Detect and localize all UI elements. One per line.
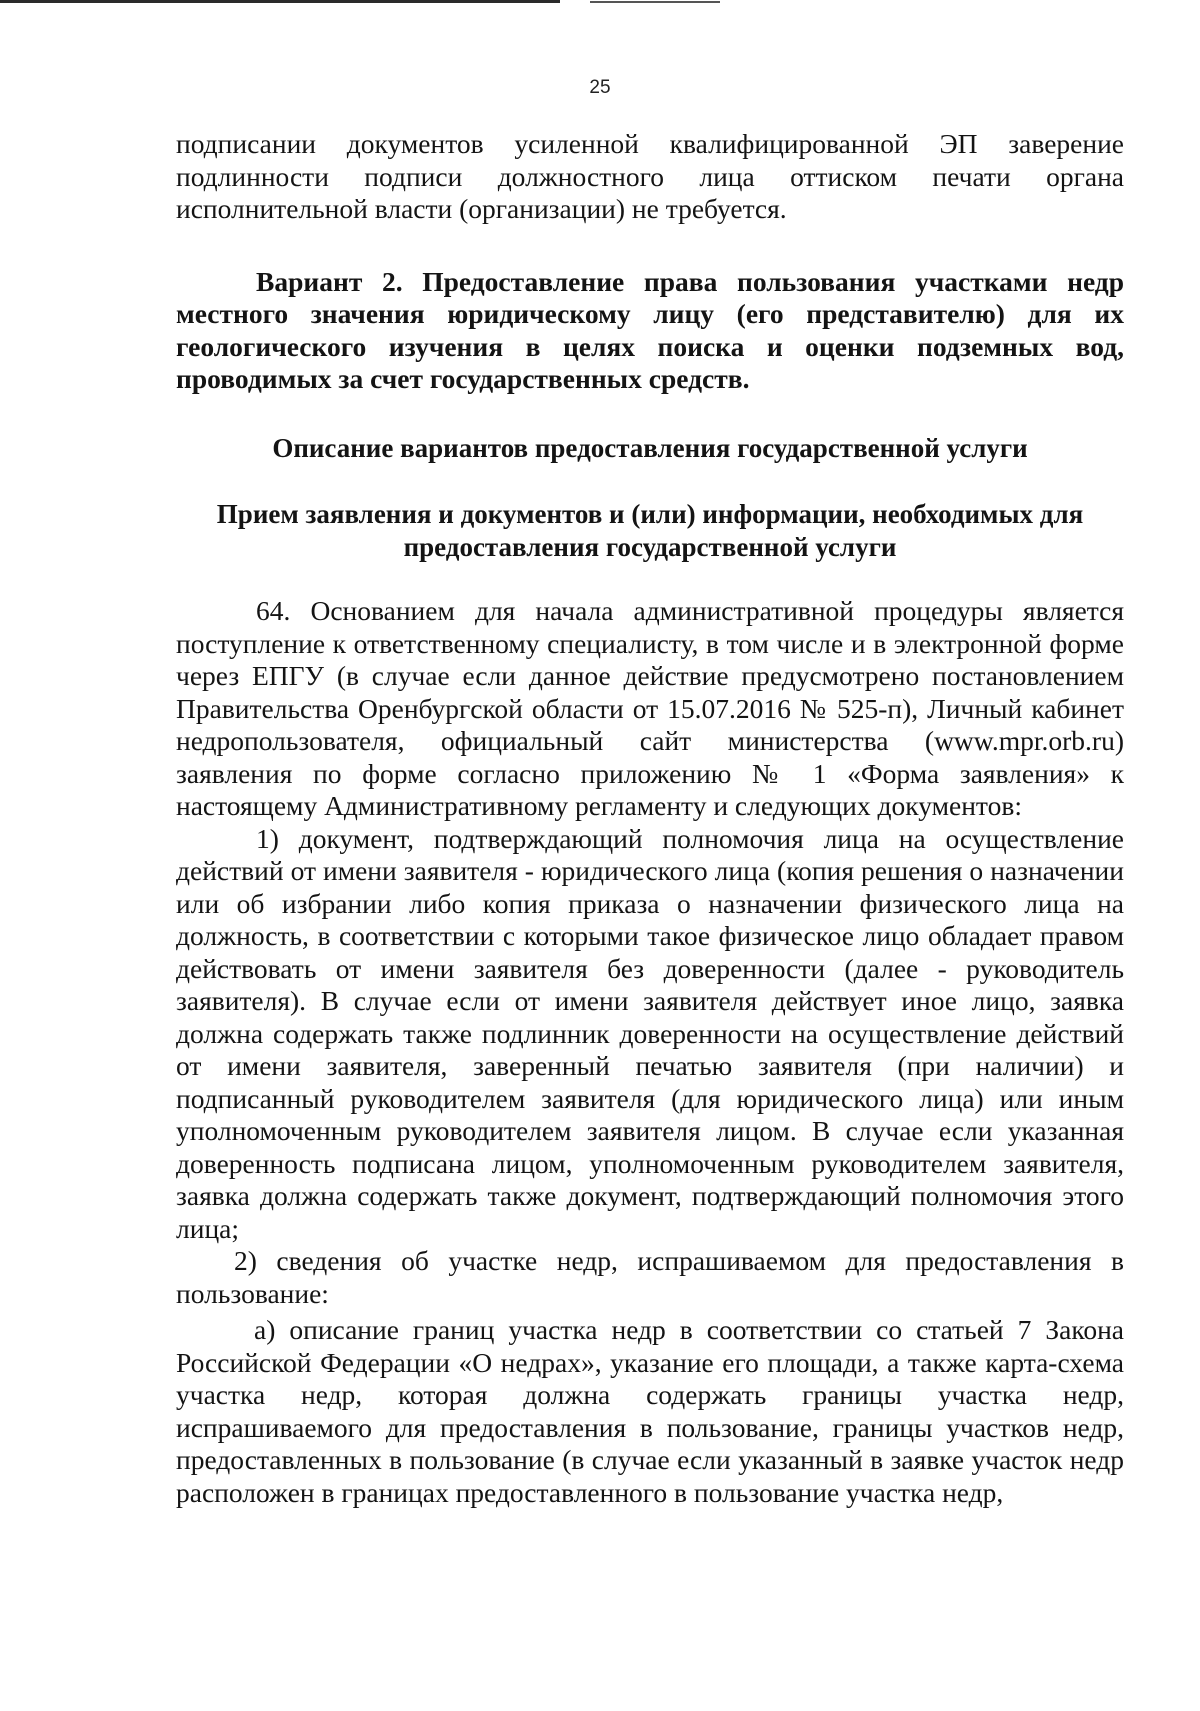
list-item-2a: а) описание границ участка недр в соответствии со статьей 7 Закона Российской Федерации «О недрах», указание его площади, а также карта-схема участка недр, которая должна содержать границы участка недр, испрашиваемого для предоставления в пользование, границы участков недр, предоставленных в пользование (в случае если указанный в заявке участок недр расположен в границах предоставленного в пользование участка недр,	[176, 1314, 1124, 1508]
intro-paragraph: подписании документов усиленной квалифицированной ЭП заверение подлинности подписи должностного лица оттиском печати органа исполнительной власти (организации) не требуется.	[176, 128, 1124, 224]
page-number: 25	[589, 77, 611, 98]
section-heading: Описание вариантов предоставления государственной услуги	[272, 432, 1028, 463]
list-item-2: 2) сведения об участке недр, испрашиваемом для предоставления в пользование:	[176, 1245, 1124, 1309]
paragraph-64: 64. Основанием для начала административной процедуры является поступление к ответственному специалисту, в том числе и в электронной форме через ЕПГУ (в случае если данное действие предусмотрено постановлением Правительства Оренбургской области от 15.07.2016 № 525-п), Личный кабинет недропользователя, официальный сайт министерства (www.mpr.orb.ru) заявления по форме согласно приложению № 1 «Форма заявления» к настоящему Административному регламенту и следующих документов:	[176, 595, 1124, 821]
document-body	[176, 128, 1124, 1509]
scan-edge-mark	[0, 0, 560, 3]
list-item-1: 1) документ, подтверждающий полномочия лица на осуществление действий от имени заявителя - юридического лица (копия решения о назначении или об избрании либо копия приказа о назначении физического лица на должность, в соответствии с которыми такое физическое лицо обладает правом действовать от имени заявителя без доверенности (далее - руководитель заявителя). В случае если от имени заявителя действует иное лицо, заявка должна содержать также подлинник доверенности на осуществление действий от имени заявителя, заверенный печатью заявителя (при наличии) и подписанный руководителем заявителя (для юридического лица) или иным уполномоченным руководителем заявителя лицом. В случае если указанная доверенность подписана лицом, уполномоченным руководителем заявителя, заявка должна содержать также документ, подтверждающий полномочия этого лица;	[176, 822, 1124, 1244]
subsection-heading: Прием заявления и документов и (или) информации, необходимых для предоставления государственной услуги	[216, 499, 1084, 562]
variant-heading: Вариант 2. Предоставление права пользования участками недр местного значения юридическому лицу (его представителю) для их геологического изучения в целях поиска и оценки подземных вод, проводимых за счет государственных средств.	[176, 265, 1124, 394]
scan-edge-mark	[590, 1, 720, 3]
